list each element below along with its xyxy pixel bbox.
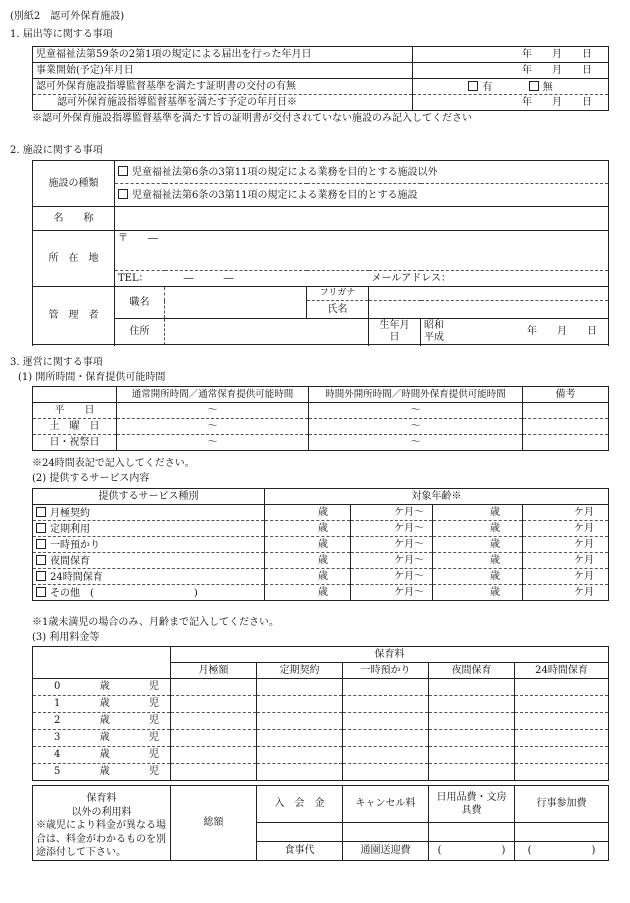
other-fees-l2: 以外の利用料 xyxy=(71,806,132,818)
fee-cell[interactable] xyxy=(171,696,257,713)
other-fees-table xyxy=(32,785,609,861)
fee-cell[interactable] xyxy=(429,713,515,730)
name-field[interactable] xyxy=(115,207,609,231)
event-fee-label: 行事参加費 xyxy=(515,786,609,823)
section2-title: 2. 施設に関する事項 xyxy=(10,145,103,156)
hours-row-saturday-label: 土 曜 日 xyxy=(33,419,117,435)
postal-field[interactable]: 〒 ― xyxy=(115,231,609,271)
s1-row4-value[interactable]: 年 月 日 xyxy=(413,95,609,111)
age-from-years[interactable]: 歳 xyxy=(265,521,351,537)
birth-ymd: 年 月 日 xyxy=(527,325,598,337)
age-from-months[interactable]: ケ月～ xyxy=(351,505,433,521)
age-unit: 歳 xyxy=(99,732,110,743)
fee-age-row xyxy=(33,696,609,713)
kind-checkbox-1[interactable] xyxy=(118,166,128,176)
job-label: 職名 xyxy=(115,287,165,319)
service-type-label: 月極契約 xyxy=(50,507,90,519)
kind-checkbox-2[interactable] xyxy=(118,189,128,199)
kind-option-1 xyxy=(115,161,609,184)
service-table xyxy=(32,488,609,601)
job-field[interactable] xyxy=(165,287,307,319)
fee-cell[interactable] xyxy=(515,679,609,696)
other-fees-l1: 保育料 xyxy=(86,793,117,804)
fee-cell[interactable] xyxy=(429,679,515,696)
total-label: 総額 xyxy=(171,786,257,861)
age-child: 児 xyxy=(149,749,159,760)
fee-header: 月極額 xyxy=(171,663,257,679)
residence-field[interactable] xyxy=(165,319,369,345)
fee-subtitle: (3) 利用料金等 xyxy=(32,632,100,643)
age-to-months[interactable]: ケ月 xyxy=(523,585,609,601)
age-to-months[interactable]: ケ月 xyxy=(523,553,609,569)
furigana-label: フリガナ xyxy=(307,287,369,301)
name-label: 名 称 xyxy=(33,207,115,231)
service-checkbox[interactable] xyxy=(36,539,46,549)
fee-cell[interactable] xyxy=(343,764,429,781)
daily-goods-field[interactable] xyxy=(429,823,515,842)
cancel-fee-label: キャンセル料 xyxy=(343,786,429,823)
service-checkbox[interactable] xyxy=(36,507,46,517)
fee-age-row xyxy=(33,764,609,781)
fee-cell[interactable] xyxy=(429,764,515,781)
hours-row-holiday-normal[interactable]: ～ xyxy=(117,435,309,451)
fee-cell[interactable] xyxy=(515,764,609,781)
custom-fee-2[interactable]: ( ) xyxy=(515,841,609,860)
event-fee-field[interactable] xyxy=(515,823,609,842)
age-from-months[interactable]: ケ月～ xyxy=(351,569,433,585)
other-fees-note: ※歳児により料金が異なる場合は、料金がわかるものを別途添付して下さい。 xyxy=(36,820,166,858)
section1-title: 1. 届出等に関する事項 xyxy=(10,29,113,40)
age-unit: 歳 xyxy=(99,715,110,726)
s1-row1-label: 児童福祉法第59条の2第1項の規定による届出を行った年月日 xyxy=(33,47,413,63)
age-to-years[interactable]: 歳 xyxy=(433,537,523,553)
hours-header-normal: 通常開所時間／通常保育提供可能時間 xyxy=(117,387,309,403)
service-type-cell xyxy=(33,585,265,601)
birth-label: 生年月日 xyxy=(369,319,421,345)
fee-header: 定期契約 xyxy=(257,663,343,679)
fee-cell[interactable] xyxy=(429,696,515,713)
service-type-label: 夜間保育 xyxy=(50,555,90,567)
age-from-months[interactable]: ケ月～ xyxy=(351,553,433,569)
service-row xyxy=(33,521,609,537)
notification-table xyxy=(32,46,609,111)
hours-row-weekday-overtime[interactable]: ～ xyxy=(309,403,523,419)
fee-cell[interactable] xyxy=(171,713,257,730)
age-unit: 歳 xyxy=(99,749,110,760)
service-checkbox[interactable] xyxy=(36,555,46,565)
service-row xyxy=(33,585,609,601)
fee-cell[interactable] xyxy=(171,730,257,747)
fee-cell[interactable] xyxy=(343,747,429,764)
age-to-years[interactable]: 歳 xyxy=(433,553,523,569)
cert-no-checkbox[interactable] xyxy=(529,81,539,91)
service-note: ※1歳未満児の場合のみ、月齢まで記入してください。 xyxy=(32,617,279,628)
s1-row2-value[interactable]: 年 月 日 xyxy=(413,63,609,79)
s1-row3-value xyxy=(413,79,609,95)
service-row xyxy=(33,505,609,521)
age-number: 1 xyxy=(54,698,61,709)
era-heisei[interactable]: 平成 xyxy=(424,331,444,343)
age-number: 5 xyxy=(54,766,61,777)
birth-field[interactable] xyxy=(421,319,609,345)
fee-cell[interactable] xyxy=(515,730,609,747)
age-to-months[interactable]: ケ月 xyxy=(523,505,609,521)
fee-cell[interactable] xyxy=(515,696,609,713)
era-showa[interactable]: 昭和 xyxy=(424,319,444,331)
age-number: 4 xyxy=(54,749,61,760)
age-from-months[interactable]: ケ月～ xyxy=(351,521,433,537)
age-to-years[interactable]: 歳 xyxy=(433,521,523,537)
fee-header: 一時預かり xyxy=(343,663,429,679)
service-type-label: 定期利用 xyxy=(50,523,90,535)
age-child: 児 xyxy=(149,698,159,709)
fee-group-header: 保育料 xyxy=(171,647,609,663)
fee-age-row xyxy=(33,679,609,696)
age-number: 2 xyxy=(54,715,61,726)
age-label xyxy=(33,747,171,764)
hours-row-saturday-normal[interactable]: ～ xyxy=(117,419,309,435)
s1-note: ※認可外保育施設指導監督基準を満たす旨の証明書が交付されていない施設のみ記入してください xyxy=(32,113,472,124)
hours-note: ※24時間表記で記入してください。 xyxy=(32,458,195,469)
kind-option-2-label: 児童福祉法第6条の3第11項の規定による業務を目的とする施設 xyxy=(132,190,418,201)
age-from-years[interactable]: 歳 xyxy=(265,553,351,569)
service-type-label: その他 ( ) xyxy=(50,587,198,599)
hours-header-overtime: 時間外開所時間／時間外保育提供可能時間 xyxy=(309,387,523,403)
service-header-age: 対象年齢※ xyxy=(265,489,609,505)
cancel-fee-field[interactable] xyxy=(343,823,429,842)
fee-cell[interactable] xyxy=(343,696,429,713)
email-field[interactable]: メールアドレス： xyxy=(369,271,609,287)
age-child: 児 xyxy=(149,715,159,726)
service-type-cell xyxy=(33,553,265,569)
fee-age-row xyxy=(33,747,609,764)
age-to-months[interactable]: ケ月 xyxy=(523,537,609,553)
age-from-years[interactable]: 歳 xyxy=(265,537,351,553)
service-type-cell xyxy=(33,521,265,537)
manager-label: 管 理 者 xyxy=(33,287,115,345)
age-unit: 歳 xyxy=(99,698,110,709)
section3-title: 3. 運営に関する事項 xyxy=(10,357,103,368)
furigana-field[interactable] xyxy=(369,287,609,301)
fee-cell[interactable] xyxy=(257,764,343,781)
age-label xyxy=(33,730,171,747)
service-type-cell xyxy=(33,569,265,585)
entry-fee-field[interactable] xyxy=(257,823,343,842)
service-checkbox[interactable] xyxy=(36,587,46,597)
fee-age-row xyxy=(33,713,609,730)
cert-yes-label: 有 xyxy=(482,81,493,93)
hours-header-blank xyxy=(33,387,117,403)
service-type-label: 一時預かり xyxy=(50,539,100,551)
fee-corner xyxy=(33,647,171,679)
s1-row4-label: 認可外保育施設指導監督基準を満たす予定の年月日※ xyxy=(33,95,413,111)
hours-header-remarks: 備考 xyxy=(523,387,609,403)
age-number: 3 xyxy=(54,732,61,743)
age-from-months[interactable]: ケ月～ xyxy=(351,585,433,601)
service-checkbox[interactable] xyxy=(36,523,46,533)
s1-row3-label: 認可外保育施設指導監督基準を満たす証明書の交付の有無 xyxy=(33,79,413,95)
service-subtitle: (2) 提供するサービス内容 xyxy=(32,473,150,484)
form-header: (別紙2 認可外保育施設) xyxy=(10,11,125,22)
fee-table xyxy=(32,646,609,781)
age-to-months[interactable]: ケ月 xyxy=(523,569,609,585)
service-type-label: 24時間保育 xyxy=(50,571,103,583)
age-number: 0 xyxy=(54,681,61,692)
bus-fee-label: 通園送迎費 xyxy=(343,841,429,860)
fee-cell[interactable] xyxy=(257,696,343,713)
kind-label: 施設の種類 xyxy=(33,161,115,207)
other-fees-label xyxy=(33,786,171,861)
custom-fee-1[interactable]: ( ) xyxy=(429,841,515,860)
hours-row-weekday-label: 平 日 xyxy=(33,403,117,419)
hours-row-saturday-overtime[interactable]: ～ xyxy=(309,419,523,435)
age-child: 児 xyxy=(149,681,159,692)
tel-field[interactable]: TEL： ― ― xyxy=(115,271,369,287)
entry-fee-label: 入 会 金 xyxy=(257,786,343,823)
age-from-years[interactable]: 歳 xyxy=(265,505,351,521)
fee-header: 24時間保育 xyxy=(515,663,609,679)
age-child: 児 xyxy=(149,766,159,777)
fee-cell[interactable] xyxy=(343,730,429,747)
fee-cell[interactable] xyxy=(515,747,609,764)
fee-cell[interactable] xyxy=(429,747,515,764)
service-row xyxy=(33,537,609,553)
kind-option-2 xyxy=(115,184,609,207)
fee-cell[interactable] xyxy=(257,679,343,696)
address-label: 所 在 地 xyxy=(33,231,115,287)
fee-cell[interactable] xyxy=(257,747,343,764)
shimei-field[interactable] xyxy=(369,301,609,319)
age-to-years[interactable]: 歳 xyxy=(433,505,523,521)
fee-cell[interactable] xyxy=(343,713,429,730)
fee-header: 夜間保育 xyxy=(429,663,515,679)
fee-cell[interactable] xyxy=(171,747,257,764)
age-unit: 歳 xyxy=(99,681,110,692)
fee-age-row xyxy=(33,730,609,747)
hours-subtitle: (1) 開所時間・保育提供可能時間 xyxy=(18,372,166,383)
age-child: 児 xyxy=(149,732,159,743)
hours-row-holiday-label: 日・祝祭日 xyxy=(33,435,117,451)
age-from-years[interactable]: 歳 xyxy=(265,569,351,585)
service-header-type: 提供するサービス種別 xyxy=(33,489,265,505)
fee-cell[interactable] xyxy=(429,730,515,747)
service-type-cell xyxy=(33,505,265,521)
service-row xyxy=(33,553,609,569)
service-row xyxy=(33,569,609,585)
facility-table xyxy=(32,160,609,345)
age-to-years[interactable]: 歳 xyxy=(433,569,523,585)
age-label xyxy=(33,764,171,781)
s1-row2-label: 事業開始(予定)年月日 xyxy=(33,63,413,79)
age-to-months[interactable]: ケ月 xyxy=(523,521,609,537)
fee-cell[interactable] xyxy=(171,764,257,781)
age-label xyxy=(33,713,171,730)
hours-row-saturday-remarks[interactable] xyxy=(523,419,609,435)
hours-row-holiday-remarks[interactable] xyxy=(523,435,609,451)
fee-cell[interactable] xyxy=(257,730,343,747)
service-type-cell xyxy=(33,537,265,553)
age-unit: 歳 xyxy=(99,766,110,777)
s1-row1-value[interactable]: 年 月 日 xyxy=(413,47,609,63)
age-from-months[interactable]: ケ月～ xyxy=(351,537,433,553)
fee-cell[interactable] xyxy=(171,679,257,696)
fee-cell[interactable] xyxy=(257,713,343,730)
age-from-years[interactable]: 歳 xyxy=(265,585,351,601)
hours-row-weekday-remarks[interactable] xyxy=(523,403,609,419)
shimei-label: 氏名 xyxy=(307,301,369,319)
service-checkbox[interactable] xyxy=(36,571,46,581)
fee-cell[interactable] xyxy=(515,713,609,730)
fee-cell[interactable] xyxy=(343,679,429,696)
residence-label: 住所 xyxy=(115,319,165,345)
hours-row-holiday-overtime[interactable]: ～ xyxy=(309,435,523,451)
daily-goods-label: 日用品費・文房具費 xyxy=(429,786,515,823)
kind-option-1-label: 児童福祉法第6条の3第11項の規定による業務を目的とする施設以外 xyxy=(132,167,438,178)
age-label xyxy=(33,679,171,696)
hours-table xyxy=(32,386,609,451)
hours-row-weekday-normal[interactable]: ～ xyxy=(117,403,309,419)
meal-fee-label: 食事代 xyxy=(257,841,343,860)
cert-no-label: 無 xyxy=(542,81,553,93)
age-to-years[interactable]: 歳 xyxy=(433,585,523,601)
age-label xyxy=(33,696,171,713)
cert-yes-checkbox[interactable] xyxy=(468,81,478,91)
